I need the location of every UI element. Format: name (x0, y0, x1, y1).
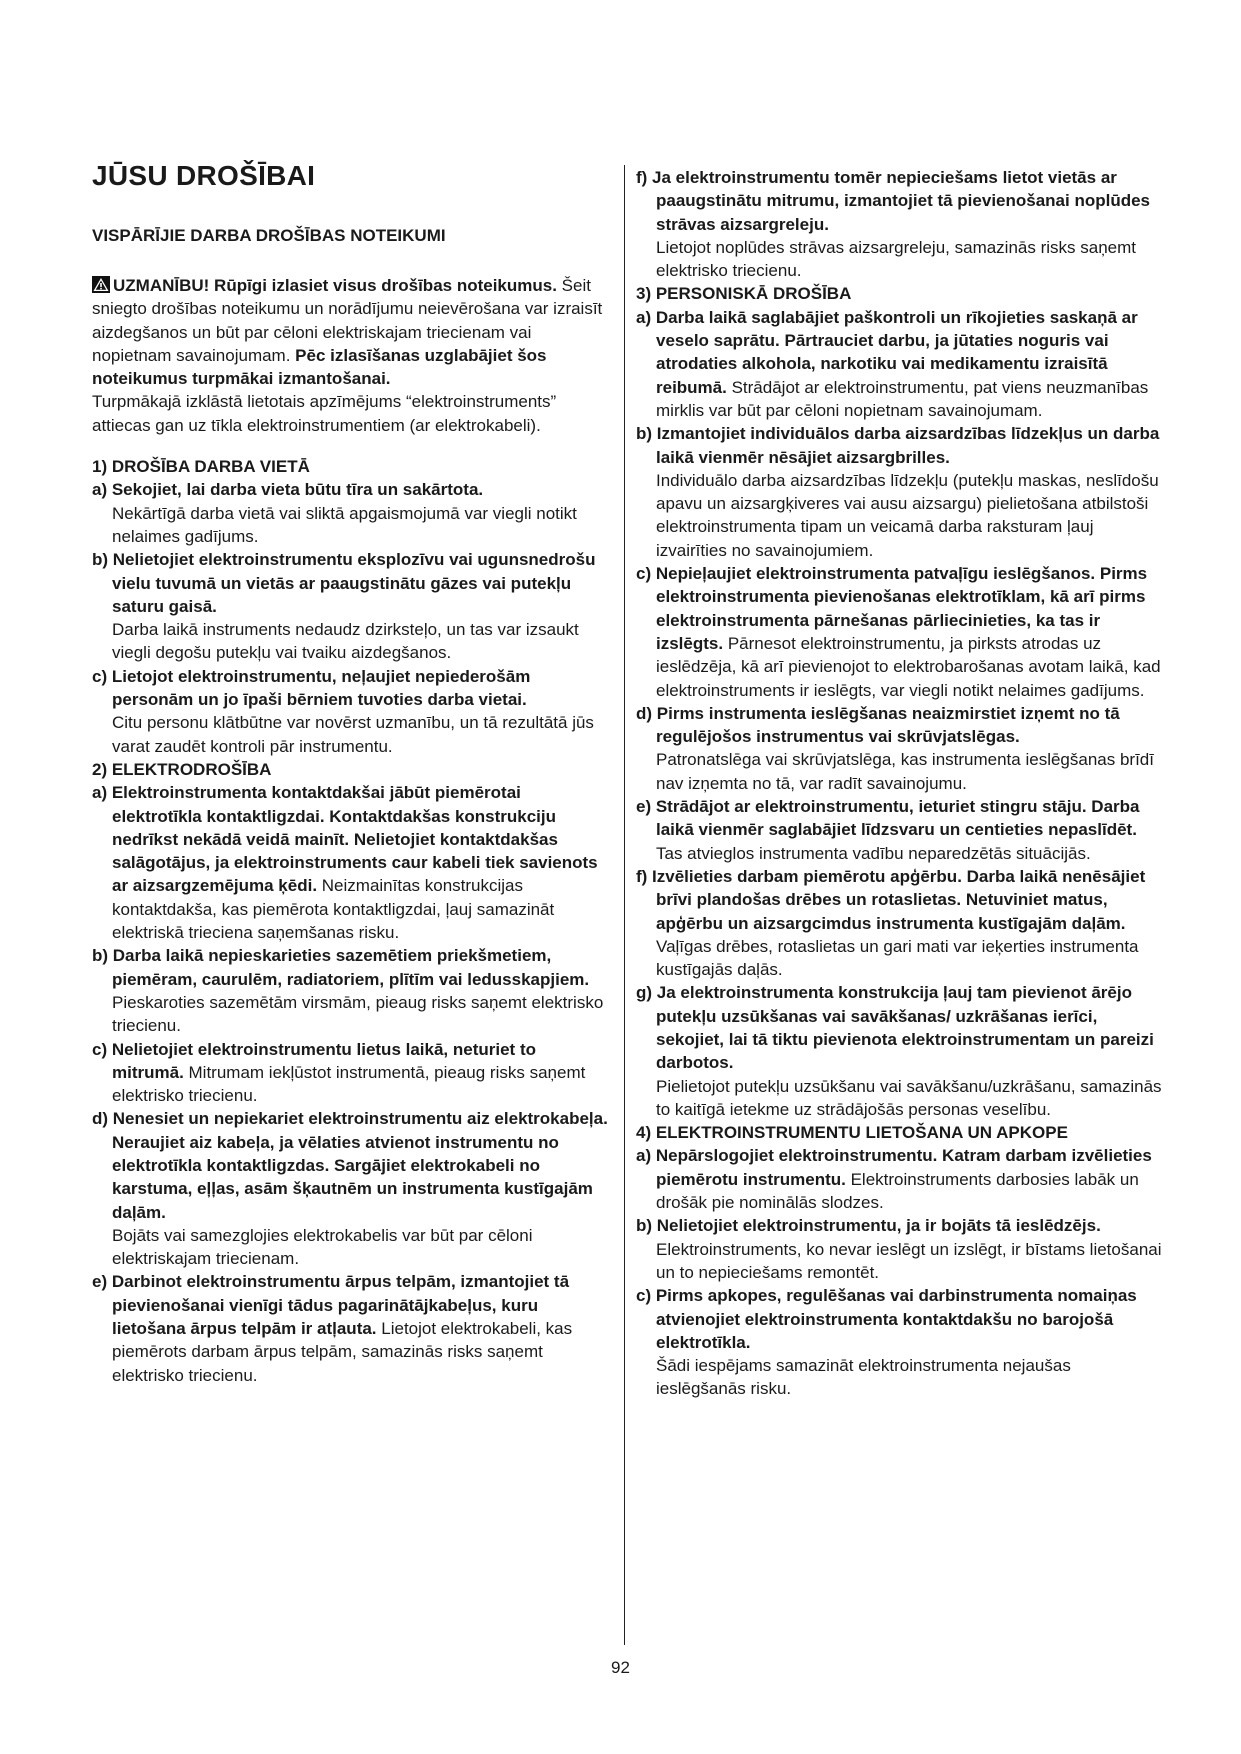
section-subtitle: VISPĀRĪJIE DARBA DROŠĪBAS NOTEIKUMI (92, 226, 446, 245)
s3-item-a: a) Darba laikā saglabājiet paškontroli un rīkojieties saskaņā ar veselo saprātu. Pārtrauciet darbu, ja jūtaties noguris vai atrodaties alkohola, narkotiku vai medikamentu izraisītā reibumā. Strādājot ar elektroinstrumentu, pat viens neuzmanības mirklis var būt par cēloni nopietnam savainojumam. (636, 307, 1149, 420)
right-column (636, 166, 1162, 1401)
s3-item-f: f) Izvēlieties darbam piemērotu apģērbu. Darba laikā nenēsājiet brīvi plandošas drēbes un rotaslietas. Netuviniet matus, apģērbu un aizsargcimdus instrumenta kustīgajām daļām. Vaļīgas drēbes, rotaslietas un gari mati var ieķerties instrumenta kustīgajās daļās. (636, 866, 1146, 980)
left-column (92, 160, 610, 1387)
s2-item-c: c) Nelietojiet elektroinstrumentu lietus laikā, neturiet to mitrumā. Mitrumam iekļūstot instrumentā, pieaug risks saņemt elektrisko triecienu. (92, 1039, 586, 1106)
section-1-heading: 1) DROŠĪBA DARBA VIETĀ (92, 457, 310, 477)
s2-item-a: a) Elektroinstrumenta kontaktdakšai jābūt piemērotai elektrotīkla kontaktligzdai. Kontaktdakšas konstrukciju nedrīkst nekādā veidā mainīt. Nelietojiet kontaktdakšas salāgotājus, ja elektroinstruments caur kabeli tiek savienots ar aizsargzemējuma ķēdi. Neizmainītas konstrukcijas kontaktdakša, kas piemērota kontaktligzdai, ļauj samazināt elektriskā trieciena saņemšanas risku. (92, 783, 598, 943)
warning-label: UZMANĪBU! Rūpīgi izlasiet visus drošības noteikumus. (113, 276, 557, 295)
intro-bold-2: Pēc izlasīšanas uzglabājiet šos noteikumus turpmākai izmantošanai. (92, 345, 547, 389)
s1-item-b: b) Nelietojiet elektroinstrumentu eksplozīvu vai ugunsnedrošu vielu tuvumā un vietās ar paaugstinātu gāzes vai putekļu saturu gaisā. Darba laikā instruments nedaudz dzirksteļo, un tas var izsaukt viegli degošu putekļu vai tvaiku aizdegšanos. (92, 550, 596, 663)
s1-item-c: c) Lietojot elektroinstrumentu, neļaujiet nepiederošām personām un jo īpaši bērniem tuvoties darba vietai. Citu personu klātbūtne var novērst uzmanību, un tā rezultātā jūs varat zaudēt kontroli pār instrumentu. (92, 666, 594, 756)
intro-text-1: Šeit sniegto drošības noteikumu un norādījumu neievērošana var izraisīt aizdegšanos un būt par cēloni elektriskajam triecienam vai nopietnam savainojumam. (92, 276, 603, 365)
s4-item-a: a) Nepārslogojiet elektroinstrumentu. Katram darbam izvēlieties piemērotu instrumentu. Elektroinstruments darbosies labāk un drošāk pie nominālās slodzes. (636, 1146, 1152, 1213)
s3-item-g: g) Ja elektroinstrumenta konstrukcija ļauj tam pievienot ārējo putekļu uzsūkšanas vai savākšanas/ uzkrāšanas ierīci, sekojiet, lai tā tiktu pievienota elektroinstrumentam un pareizi darbotos. Pielietojot putekļu uzsūkšanu vai savākšanu/uzkrāšanu, samazinās to kaitīgā ietekme uz strādājošās personas veselību. (636, 983, 1162, 1119)
s3-item-b: b) Izmantojiet individuālos darba aizsardzības līdzekļus un darba laikā vienmēr nēsājiet aizsargbrilles. Individuālo darba aizsardzības līdzekļu (putekļu maskas, neslīdošu apavu un aizsargķiveres vai ausu aizsargu) pielietošana atbilstoši elektroinstrumenta tipam un veicamā darba raksturam ļauj izvairīties no savainojumiem. (636, 424, 1160, 560)
s4-item-b: b) Nelietojiet elektroinstrumentu, ja ir bojāts tā ieslēdzējs. Elektroinstruments, ko nevar ieslēgt un izslēgt, ir bīstams lietošanai un to nepieciešams remontēt. (636, 1216, 1162, 1282)
s3-item-d: d) Pirms instrumenta ieslēgšanas neaizmirstiet izņemt no tā regulējošos instrumentus vai skrūvjatslēgas. Patronatslēga vai skrūvjatslēga, kas instrumenta ieslēgšanas brīdī nav izņemta no tā, var radīt savainojumu. (636, 703, 1154, 793)
section-4-heading: 4) ELEKTROINSTRUMENTU LIETOŠANA UN APKOPE (636, 1123, 1068, 1143)
s3-item-c: c) Nepieļaujiet elektroinstrumenta patvaļīgu ieslēgšanos. Pirms elektroinstrumenta pievienošanas elektrotīklam, kā arī pirms elektroinstrumenta pārnešanas pārliecinieties, ka tas ir izslēgts. Pārnesot elektroinstrumentu, ja pirksts atrodas uz ieslēdzēja, kā arī pievienojot to elektrobarošanas avotam laikā, kad elektroinstruments ir ieslēgts, var viegli notikt nelaimes gadījums. (636, 564, 1161, 700)
warning-icon (92, 276, 110, 293)
section-2-heading: 2) ELEKTRODROŠĪBA (92, 759, 272, 779)
s2-item-e: e) Darbinot elektroinstrumentu ārpus telpām, izmantojiet tā pievienošanai vienīgi tādus pagarinātājkabeļus, kuru lietošana ārpus telpām ir atļauta. Lietojot elektrokabeli, kas piemērots darbam ārpus telpām, samazinās risks saņemt elektrisko triecienu. (92, 1272, 573, 1385)
s3-item-e: e) Strādājot ar elektroinstrumentu, ieturiet stingru stāju. Darba laikā vienmēr saglabājiet līdzsvaru un centieties nepaslīdēt. Tas atvieglos instrumenta vadību neparedzētās situācijās. (636, 797, 1140, 863)
column-divider (624, 165, 625, 1645)
s2-item-b: b) Darba laikā nepieskarieties sazemētiem priekšmetiem, piemēram, caurulēm, radiatoriem, plītīm vai ledusskapjiem. Pieskaroties sazemētām virsmām, pieaug risks saņemt elektrisko triecienu. (92, 946, 604, 1036)
intro-text-2: Turpmākajā izklāstā lietotais apzīmējums “elektroinstruments” attiecas gan uz tīkla elektroinstrumentiem (ar elektrokabeli). (92, 392, 557, 435)
page-title: JŪSU DROŠĪBAI (92, 160, 316, 191)
s2-item-d: d) Nenesiet un nepiekariet elektroinstrumentu aiz elektrokabeļa. Neraujiet aiz kabeļa, ja vēlaties atvienot instrumentu no elektrotīkla kontaktligzdas. Sargājiet elektrokabeli no karstuma, eļļas, asām šķautnēm un instrumenta kustīgajām daļām. Bojāts vai samezglojies elektrokabelis var būt par cēloni elektriskajam triecienam. (92, 1109, 608, 1269)
s4-item-c: c) Pirms apkopes, regulēšanas vai darbinstrumenta nomaiņas atvienojiet elektroinstrumenta kontaktdakšu no barojošā elektrotīkla. Šādi iespējams samazināt elektroinstrumenta nejaušas ieslēgšanās risku. (636, 1286, 1137, 1399)
page-number: 92 (611, 1658, 630, 1677)
intro-paragraph (92, 274, 610, 390)
section-3-heading: 3) PERSONISKĀ DROŠĪBA (636, 284, 852, 304)
s2-item-f: f) Ja elektroinstrumentu tomēr nepieciešams lietot vietās ar paaugstinātu mitrumu, izmantojiet tā pievienošanai noplūdes strāvas aizsargreleju. Lietojot noplūdes strāvas aizsargreleju, samazinās risks saņemt elektrisko triecienu. (636, 168, 1151, 281)
s1-item-a: a) Sekojiet, lai darba vieta būtu tīra un sakārtota. Nekārtīgā darba vietā vai sliktā apgaismojumā var viegli notikt nelaimes gadījums. (92, 480, 577, 546)
